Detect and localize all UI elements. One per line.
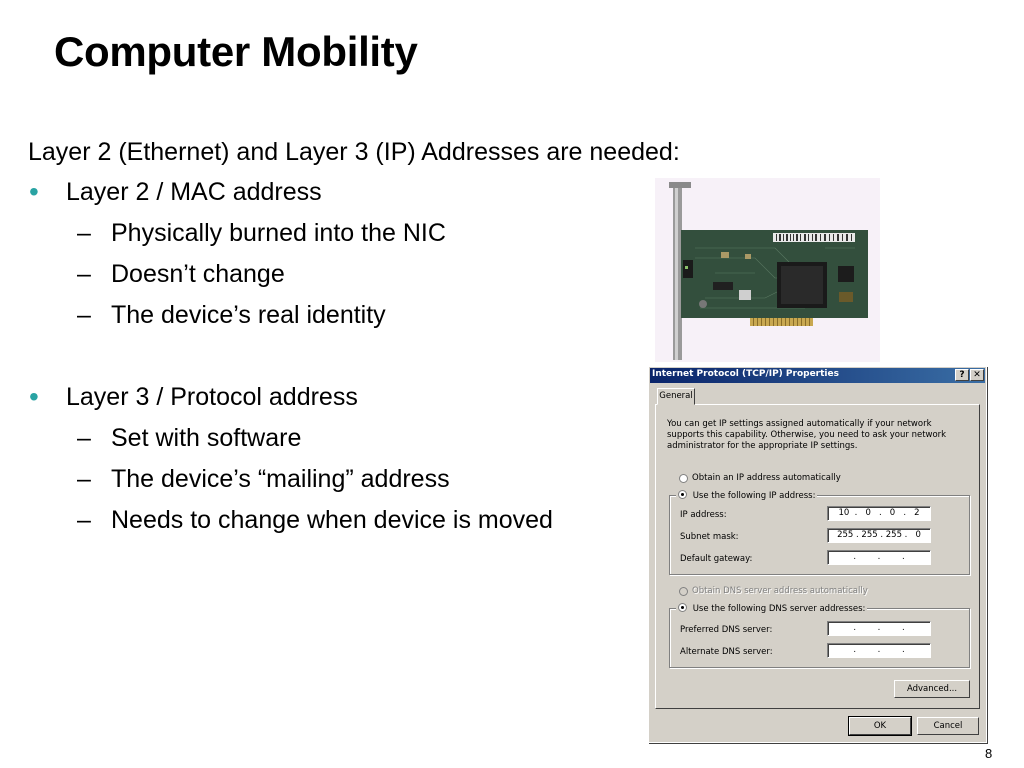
radio-static-ip-row [676, 489, 817, 501]
bullet-layer2 [29, 176, 322, 207]
bullet-label: Layer 2 / MAC address [66, 178, 322, 206]
sub-bullet-label: Needs to change when device is moved [111, 506, 553, 534]
radio-static-dns[interactable] [678, 603, 687, 612]
radio-static-dns-label[interactable]: Use the following DNS server addresses: [692, 604, 866, 614]
sub-bullet [77, 219, 446, 248]
bullet-dot: • [29, 381, 39, 412]
radio-static-ip-label[interactable]: Use the following IP address: [692, 491, 816, 501]
sub-bullet-label: The device’s real identity [111, 301, 386, 329]
slide-title: Computer Mobility [54, 28, 418, 75]
advanced-button[interactable]: Advanced... [894, 680, 970, 698]
sub-bullet [77, 260, 285, 289]
sub-bullet [77, 424, 302, 453]
sub-bullet-label: Doesn’t change [111, 260, 285, 288]
help-button[interactable]: ? [955, 369, 969, 381]
dash-glyph: – [77, 465, 91, 493]
radio-static-dns-row [676, 602, 867, 614]
bullet-layer3 [29, 381, 358, 412]
radio-auto-dns-label[interactable]: Obtain DNS server address automatically [692, 586, 868, 596]
dash-glyph: – [77, 506, 91, 534]
subnet-mask-input[interactable]: 255 . 255 . 255 . 0 [827, 528, 931, 543]
sub-bullet [77, 465, 450, 494]
radio-static-ip[interactable] [678, 490, 687, 499]
ok-button[interactable]: OK [849, 717, 911, 735]
close-button[interactable]: ✕ [970, 369, 984, 381]
radio-auto-dns[interactable] [679, 587, 688, 596]
radio-auto-ip-label[interactable]: Obtain an IP address automatically [692, 473, 841, 483]
ip-address-label: IP address: [680, 510, 727, 520]
bullet-label: Layer 3 / Protocol address [66, 383, 358, 411]
dash-glyph: – [77, 424, 91, 452]
sub-bullet-label: Set with software [111, 424, 302, 452]
dialog-title: Internet Protocol (TCP/IP) Properties [652, 369, 839, 379]
tab-general[interactable]: General [657, 388, 695, 405]
bullet-dot: • [29, 176, 39, 207]
default-gateway-label: Default gateway: [680, 554, 753, 564]
preferred-dns-input[interactable]: . . . [827, 621, 931, 636]
tcpip-properties-dialog [648, 366, 987, 743]
alternate-dns-input[interactable]: . . . [827, 643, 931, 658]
nic-card-image [655, 178, 880, 362]
alternate-dns-label: Alternate DNS server: [680, 647, 773, 657]
dash-glyph: – [77, 301, 91, 329]
info-text: You can get IP settings assigned automatically if your network supports this capability. Otherwise, you need to ask your network administrator for the appropriate IP settings. [667, 419, 947, 451]
preferred-dns-label: Preferred DNS server: [680, 625, 773, 635]
dialog-titlebar[interactable] [650, 368, 985, 383]
dns-group [669, 608, 970, 668]
radio-auto-ip[interactable] [679, 474, 688, 483]
dash-glyph: – [77, 260, 91, 288]
general-panel [655, 404, 980, 709]
cancel-button[interactable]: Cancel [917, 717, 979, 735]
dash-glyph: – [77, 219, 91, 247]
default-gateway-input[interactable]: . . . [827, 550, 931, 565]
sub-bullet [77, 506, 553, 535]
intro-text: Layer 2 (Ethernet) and Layer 3 (IP) Addresses are needed: [28, 138, 680, 166]
sub-bullet [77, 301, 386, 330]
subnet-mask-label: Subnet mask: [680, 532, 739, 542]
sub-bullet-label: Physically burned into the NIC [111, 219, 446, 247]
page-number: 8 [985, 746, 993, 761]
sub-bullet-label: The device’s “mailing” address [111, 465, 450, 493]
ip-address-input[interactable]: 10 . 0 . 0 . 2 [827, 506, 931, 521]
